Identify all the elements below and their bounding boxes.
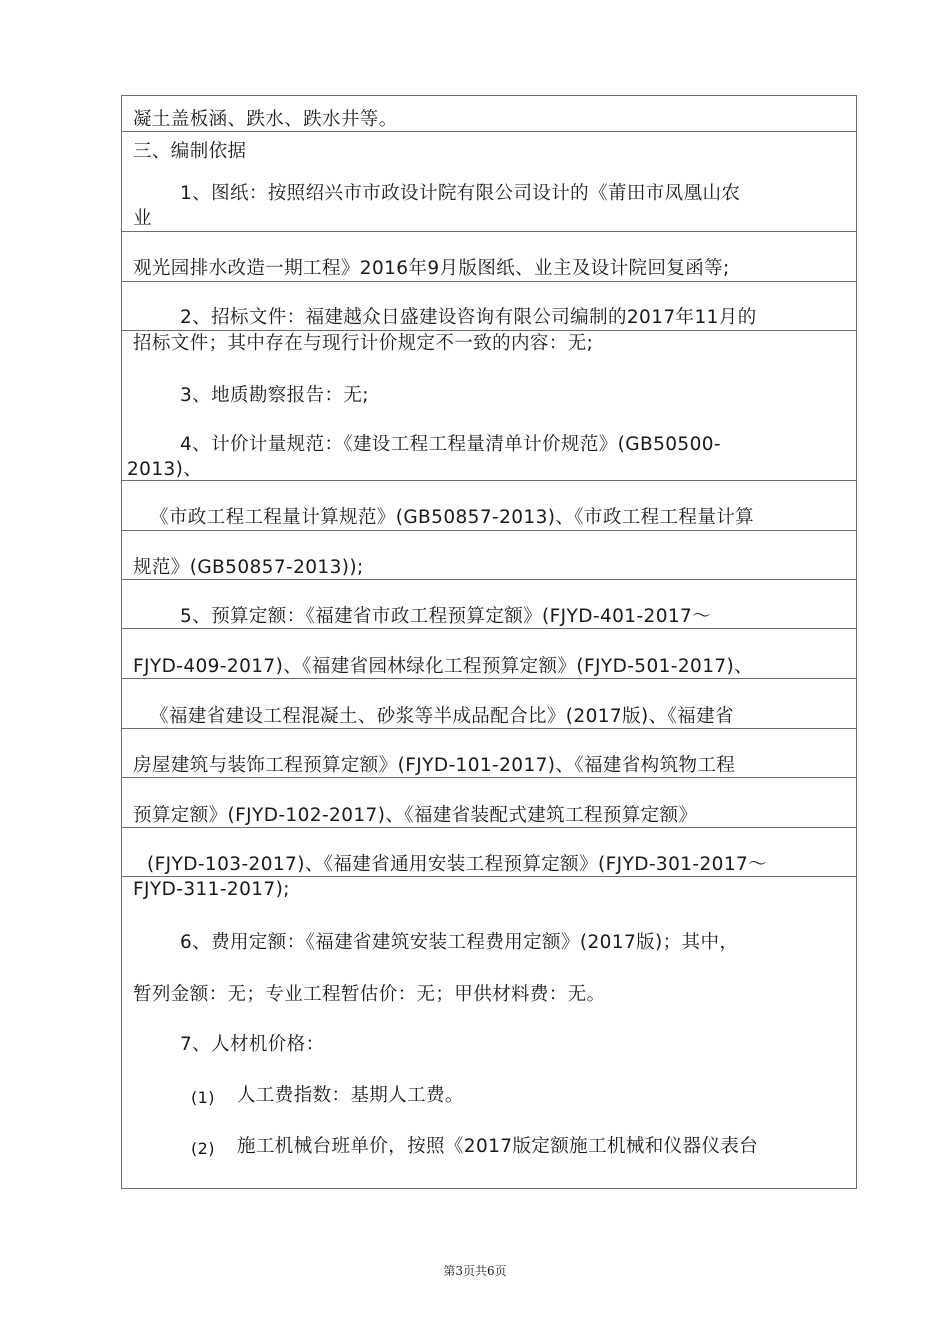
- text-line: FJYD-311-2017);: [133, 879, 290, 900]
- text-line: 3、地质勘察报告：无;: [180, 385, 369, 406]
- page-number: 第3页共6页: [443, 1264, 507, 1278]
- text-line: 2、招标文件：福建越众日盛建设咨询有限公司编制的2017年11月的: [180, 307, 757, 328]
- text-line: 2013)、: [127, 459, 203, 480]
- text-line: 预算定额》(FJYD-102-2017)、《福建省装配式建筑工程预算定额》: [133, 805, 698, 826]
- text-line: 4、计价计量规范：《建设工程工程量清单计价规范》(GB50500-: [180, 434, 721, 455]
- row-divider: [121, 678, 857, 679]
- list-item: 施工机械台班单价，按照《2017版定额施工机械和仪器仪表台: [237, 1136, 759, 1157]
- text-line: (FJYD-103-2017)、《福建省通用安装工程预算定额》(FJYD-301-2017〜: [147, 854, 768, 875]
- row-divider: [121, 579, 857, 580]
- row-divider: [121, 131, 857, 132]
- row-divider: [121, 876, 857, 877]
- row-divider: [121, 480, 857, 481]
- row-divider: [121, 530, 857, 531]
- text-line: 招标文件；其中存在与现行计价规定不一致的内容：无;: [133, 333, 594, 354]
- section-heading: 三、编制依据: [133, 141, 247, 162]
- list-marker: (1): [191, 1088, 215, 1107]
- text-line: 5、预算定额：《福建省市政工程预算定额》(FJYD-401-2017〜: [180, 606, 712, 627]
- text-line: 6、费用定额：《福建省建筑安装工程费用定额》(2017版)；其中，: [180, 932, 739, 953]
- row-divider: [121, 728, 857, 729]
- text-line: 7、人材机价格：: [180, 1034, 325, 1055]
- row-divider: [121, 231, 857, 232]
- row-divider: [121, 281, 857, 282]
- text-line: 《市政工程工程量计算规范》(GB50857-2013)、《市政工程工程量计算: [150, 507, 755, 528]
- text-line: 《福建省建设工程混凝土、砂浆等半成品配合比》(2017版)、《福建省: [150, 706, 734, 727]
- text-line: 暂列金额：无；专业工程暂估价：无；甲供材料费：无。: [133, 984, 606, 1005]
- row-divider: [121, 827, 857, 828]
- text-line: 房屋建筑与装饰工程预算定额》(FJYD-101-2017)、《福建省构筑物工程: [133, 755, 736, 776]
- text-line: 凝土盖板涵、跌水、跌水井等。: [133, 109, 398, 130]
- row-divider: [121, 777, 857, 778]
- text-line: 业: [133, 208, 152, 229]
- text-line: 1、图纸：按照绍兴市市政设计院有限公司设计的《莆田市凤凰山农: [180, 183, 741, 204]
- text-line: 规范》(GB50857-2013));: [133, 557, 364, 578]
- row-divider: [121, 628, 857, 629]
- list-marker: (2): [191, 1139, 215, 1158]
- row-divider: [121, 330, 857, 331]
- list-item: 人工费指数：基期人工费。: [237, 1085, 464, 1106]
- text-line: FJYD-409-2017)、《福建省园林绿化工程预算定额》(FJYD-501-2017)、: [133, 656, 754, 677]
- text-line: 观光园排水改造一期工程》2016年9月版图纸、业主及设计院回复函等;: [133, 258, 730, 279]
